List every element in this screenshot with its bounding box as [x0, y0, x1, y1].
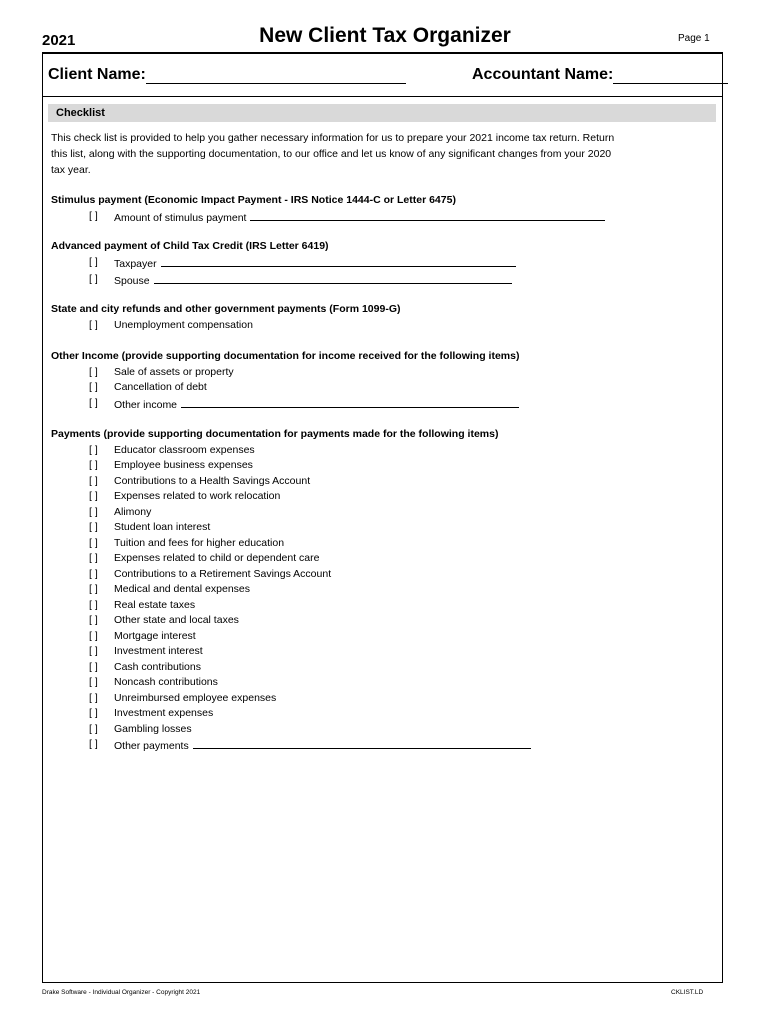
item-label: Contributions to a Health Savings Account: [114, 474, 311, 487]
item-label: Unreimbursed employee expenses: [114, 691, 277, 704]
checklist-item[interactable]: [51, 520, 711, 536]
fill-in-line[interactable]: [250, 209, 605, 221]
checkbox[interactable]: [ ]: [89, 614, 98, 626]
fill-in-line[interactable]: [161, 255, 516, 267]
checklist-item[interactable]: [51, 567, 711, 583]
item-label: Alimony: [114, 505, 152, 518]
section-other-income: [51, 349, 711, 413]
intro-line: This check list is provided to help you gather necessary information for us to prepare your 2021 income tax return. Return: [51, 132, 615, 144]
item-label: Expenses related to work relocation: [114, 490, 281, 502]
section-stimulus: [51, 193, 711, 226]
intro-line: tax year.: [51, 164, 91, 176]
item-label: Medical and dental expenses: [114, 583, 251, 595]
checkbox[interactable]: [ ]: [89, 583, 98, 595]
checklist-item[interactable]: [51, 255, 711, 273]
footer-copyright: Drake Software - Individual Organizer - Copyright 2021: [42, 989, 201, 996]
item-label: Other state and local taxes: [114, 614, 239, 626]
checklist-item[interactable]: [51, 613, 711, 629]
checklist-item[interactable]: [51, 660, 711, 676]
checklist-item[interactable]: [51, 582, 711, 598]
checklist-item[interactable]: [51, 644, 711, 660]
item-label: Spouse: [114, 275, 150, 287]
checklist-item[interactable]: [51, 551, 711, 567]
item-label: Educator classroom expenses: [114, 443, 255, 456]
checklist-item[interactable]: [51, 706, 711, 722]
checkbox[interactable]: [ ]: [89, 722, 98, 735]
fill-in-line[interactable]: [154, 272, 512, 284]
checklist-item[interactable]: [51, 675, 711, 691]
checkbox[interactable]: [ ]: [89, 490, 98, 502]
item-label: Cash contributions: [114, 660, 201, 673]
checkbox[interactable]: [ ]: [89, 552, 98, 564]
checkbox[interactable]: [ ]: [89, 707, 98, 719]
item-label: Contributions to a Retirement Savings Account: [114, 567, 332, 580]
checklist-item[interactable]: [51, 209, 711, 227]
checklist-item[interactable]: [51, 474, 711, 490]
item-label: Real estate taxes: [114, 598, 196, 611]
intro-line: this list, along with the supporting documentation, to our office and let us know of any significant changes from your 2020: [51, 148, 612, 160]
item-label: Cancellation of debt: [114, 381, 207, 393]
checklist-item[interactable]: [51, 443, 711, 459]
checklist-heading: Checklist: [56, 107, 105, 119]
item-label: Taxpayer: [114, 257, 157, 270]
accountant-name-line[interactable]: [613, 67, 728, 84]
section-title: Advanced payment of Child Tax Credit (IRS Letter 6419): [51, 240, 329, 252]
checklist-item[interactable]: [51, 458, 711, 474]
checklist-item[interactable]: [51, 365, 711, 381]
checkbox[interactable]: [ ]: [89, 474, 98, 487]
item-label: Employee business expenses: [114, 459, 253, 471]
checklist-item[interactable]: [51, 598, 711, 614]
checkbox[interactable]: [ ]: [89, 381, 98, 393]
checklist-item[interactable]: [51, 396, 711, 414]
checkbox[interactable]: [ ]: [89, 598, 98, 611]
footer-form-code: CKLIST.LD: [671, 989, 704, 996]
item-label: Expenses related to child or dependent care: [114, 552, 320, 564]
item-label: Other income: [114, 398, 178, 411]
checklist-item[interactable]: [51, 272, 711, 290]
checklist-item[interactable]: [51, 318, 711, 334]
checkbox[interactable]: [ ]: [89, 443, 98, 456]
item-label: Mortgage interest: [114, 629, 196, 642]
names-divider: [43, 96, 723, 97]
checkbox[interactable]: [ ]: [89, 255, 98, 268]
item-label: Investment interest: [114, 645, 203, 657]
item-label: Amount of stimulus payment: [114, 211, 247, 224]
checkbox[interactable]: [ ]: [89, 505, 98, 518]
checkbox[interactable]: [ ]: [89, 318, 98, 331]
checklist-intro: [51, 130, 691, 178]
checklist-item[interactable]: [51, 489, 711, 505]
checkbox[interactable]: [ ]: [89, 660, 98, 673]
checkbox[interactable]: [ ]: [89, 396, 98, 409]
section-title: Other Income (provide supporting documentation for income received for the following items): [51, 350, 520, 362]
checkbox[interactable]: [ ]: [89, 273, 98, 285]
checklist-item[interactable]: [51, 380, 711, 396]
accountant-name-label: Accountant Name:: [472, 66, 614, 83]
item-label: Other payments: [114, 740, 189, 752]
tax-year: 2021: [42, 32, 76, 49]
section-child-tax-credit: [51, 239, 711, 290]
section-refunds: [51, 302, 711, 333]
names-row: [48, 66, 722, 92]
checkbox[interactable]: [ ]: [89, 676, 98, 688]
checkbox[interactable]: [ ]: [89, 459, 98, 471]
item-label: Sale of assets or property: [114, 365, 234, 378]
page-title: New Client Tax Organizer: [259, 24, 511, 47]
accountant-name-field[interactable]: [472, 66, 728, 84]
item-label: Noncash contributions: [114, 676, 218, 688]
checkbox[interactable]: [ ]: [89, 365, 98, 378]
checklist-item[interactable]: [51, 691, 711, 707]
section-payments: [51, 427, 711, 755]
checklist-header: [48, 104, 716, 122]
checkbox[interactable]: [ ]: [89, 629, 98, 642]
item-label: Gambling losses: [114, 722, 192, 735]
checklist-item[interactable]: [51, 737, 711, 755]
client-name-label: Client Name:: [48, 66, 146, 83]
checkbox[interactable]: [ ]: [89, 691, 98, 704]
checklist-item[interactable]: [51, 629, 711, 645]
checklist-item[interactable]: [51, 505, 711, 521]
client-name-field[interactable]: [48, 66, 406, 84]
checkbox[interactable]: [ ]: [89, 738, 98, 750]
item-label: Investment expenses: [114, 707, 214, 719]
checklist-item[interactable]: [51, 722, 711, 738]
checkbox[interactable]: [ ]: [89, 645, 98, 657]
checkbox[interactable]: [ ]: [89, 209, 98, 222]
fill-in-line[interactable]: [193, 737, 531, 749]
item-label: Student loan interest: [114, 521, 211, 533]
checkbox[interactable]: [ ]: [89, 521, 98, 533]
fill-in-line[interactable]: [181, 396, 519, 408]
item-label: Tuition and fees for higher education: [114, 536, 285, 549]
checkbox[interactable]: [ ]: [89, 536, 98, 549]
checkbox[interactable]: [ ]: [89, 567, 98, 580]
item-label: Unemployment compensation: [114, 318, 253, 331]
section-title: Stimulus payment (Economic Impact Payment - IRS Notice 1444-C or Letter 6475): [51, 194, 456, 206]
client-name-line[interactable]: [146, 67, 406, 84]
checklist-item[interactable]: [51, 536, 711, 552]
section-title: Payments (provide supporting documentation for payments made for the following items): [51, 428, 499, 440]
section-title: State and city refunds and other government payments (Form 1099-G): [51, 303, 401, 315]
page-number: Page 1: [678, 33, 710, 44]
